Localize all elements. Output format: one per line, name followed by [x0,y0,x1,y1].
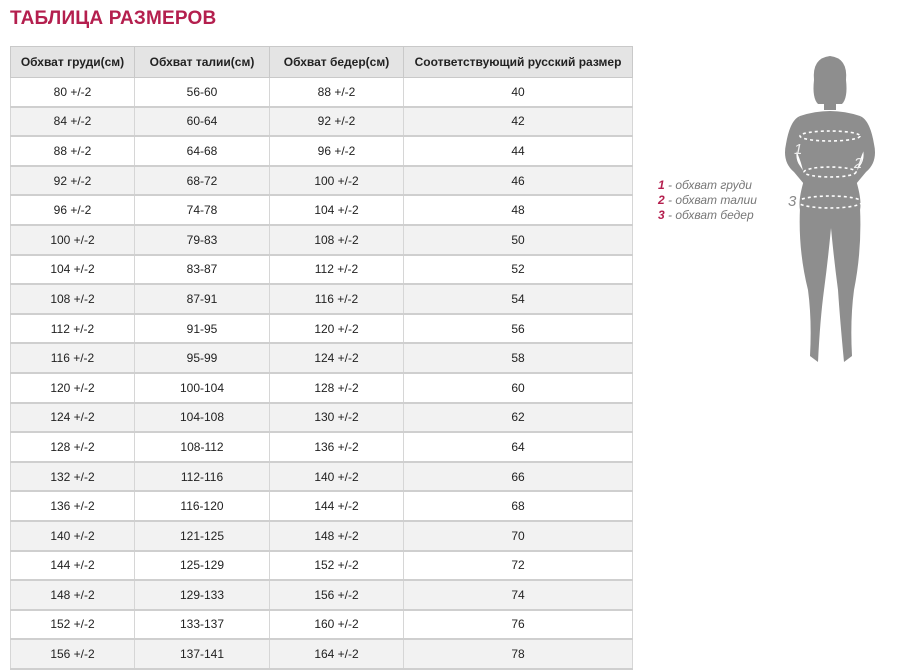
table-row [11,166,633,196]
cell-russian-size: 42 [404,107,633,137]
size-table [10,46,633,670]
table-row [11,491,633,521]
body-silhouette-figure [770,50,900,380]
table-row [11,551,633,581]
cell-hips: 140 +/-2 [270,462,404,492]
table-row [11,225,633,255]
header-chest: Обхват груди(см) [11,47,135,78]
cell-chest: 132 +/-2 [11,462,135,492]
cell-russian-size: 40 [404,78,633,107]
cell-hips: 148 +/-2 [270,521,404,551]
cell-russian-size: 58 [404,343,633,373]
cell-hips: 124 +/-2 [270,343,404,373]
table-header-row [11,47,633,78]
marker-1: 1 [794,141,803,158]
cell-hips: 136 +/-2 [270,432,404,462]
cell-chest: 112 +/-2 [11,314,135,344]
page-title: ТАБЛИЦА РАЗМЕРОВ [10,8,217,29]
cell-russian-size: 60 [404,373,633,403]
header-russian-size: Соответствующий русский размер [404,47,633,78]
cell-chest: 156 +/-2 [11,639,135,669]
cell-chest: 120 +/-2 [11,373,135,403]
cell-waist: 74-78 [135,195,270,225]
table-body [11,78,633,669]
cell-russian-size: 50 [404,225,633,255]
cell-russian-size: 46 [404,166,633,196]
table-row [11,521,633,551]
header-hips: Обхват бедер(см) [270,47,404,78]
cell-russian-size: 54 [404,284,633,314]
cell-russian-size: 64 [404,432,633,462]
legend-item-waist: 2 - обхват талии [658,193,757,207]
cell-waist: 137-141 [135,639,270,669]
cell-russian-size: 44 [404,136,633,166]
table-row [11,314,633,344]
cell-russian-size: 70 [404,521,633,551]
cell-hips: 100 +/-2 [270,166,404,196]
cell-waist: 60-64 [135,107,270,137]
table-row [11,610,633,640]
cell-hips: 108 +/-2 [270,225,404,255]
table-row [11,343,633,373]
cell-russian-size: 78 [404,639,633,669]
marker-3: 3 [788,193,797,210]
cell-hips: 152 +/-2 [270,551,404,581]
table-row [11,462,633,492]
cell-hips: 116 +/-2 [270,284,404,314]
cell-hips: 104 +/-2 [270,195,404,225]
cell-waist: 64-68 [135,136,270,166]
cell-russian-size: 52 [404,255,633,285]
cell-waist: 125-129 [135,551,270,581]
cell-hips: 96 +/-2 [270,136,404,166]
cell-waist: 121-125 [135,521,270,551]
legend-item-chest: 1 - обхват груди [658,178,752,192]
cell-waist: 83-87 [135,255,270,285]
cell-russian-size: 68 [404,491,633,521]
cell-chest: 136 +/-2 [11,491,135,521]
cell-chest: 88 +/-2 [11,136,135,166]
cell-waist: 68-72 [135,166,270,196]
cell-chest: 100 +/-2 [11,225,135,255]
table-row [11,580,633,610]
cell-waist: 87-91 [135,284,270,314]
cell-hips: 164 +/-2 [270,639,404,669]
cell-waist: 108-112 [135,432,270,462]
cell-russian-size: 56 [404,314,633,344]
cell-hips: 88 +/-2 [270,78,404,107]
cell-waist: 133-137 [135,610,270,640]
marker-2: 2 [854,155,863,172]
cell-hips: 156 +/-2 [270,580,404,610]
cell-russian-size: 76 [404,610,633,640]
cell-waist: 112-116 [135,462,270,492]
cell-hips: 92 +/-2 [270,107,404,137]
cell-russian-size: 62 [404,403,633,433]
table-row [11,639,633,669]
cell-waist: 79-83 [135,225,270,255]
cell-russian-size: 74 [404,580,633,610]
cell-chest: 144 +/-2 [11,551,135,581]
size-table-container [10,46,632,670]
legend-item-hips: 3 - обхват бедер [658,208,754,222]
table-row [11,78,633,107]
cell-chest: 92 +/-2 [11,166,135,196]
cell-hips: 128 +/-2 [270,373,404,403]
silhouette-icon [785,56,875,362]
table-row [11,107,633,137]
cell-chest: 152 +/-2 [11,610,135,640]
table-row [11,432,633,462]
cell-chest: 148 +/-2 [11,580,135,610]
cell-waist: 56-60 [135,78,270,107]
cell-chest: 84 +/-2 [11,107,135,137]
cell-waist: 116-120 [135,491,270,521]
table-row [11,195,633,225]
cell-chest: 104 +/-2 [11,255,135,285]
cell-russian-size: 66 [404,462,633,492]
header-waist: Обхват талии(см) [135,47,270,78]
cell-chest: 116 +/-2 [11,343,135,373]
cell-chest: 80 +/-2 [11,78,135,107]
table-row [11,136,633,166]
cell-waist: 129-133 [135,580,270,610]
cell-hips: 130 +/-2 [270,403,404,433]
cell-chest: 128 +/-2 [11,432,135,462]
table-row [11,255,633,285]
cell-hips: 120 +/-2 [270,314,404,344]
cell-waist: 100-104 [135,373,270,403]
cell-hips: 160 +/-2 [270,610,404,640]
table-row [11,284,633,314]
cell-hips: 144 +/-2 [270,491,404,521]
cell-waist: 95-99 [135,343,270,373]
cell-russian-size: 72 [404,551,633,581]
cell-chest: 108 +/-2 [11,284,135,314]
cell-russian-size: 48 [404,195,633,225]
cell-waist: 91-95 [135,314,270,344]
cell-chest: 124 +/-2 [11,403,135,433]
table-row [11,373,633,403]
cell-hips: 112 +/-2 [270,255,404,285]
cell-chest: 140 +/-2 [11,521,135,551]
table-row [11,403,633,433]
measurement-legend [658,178,757,223]
cell-chest: 96 +/-2 [11,195,135,225]
cell-waist: 104-108 [135,403,270,433]
